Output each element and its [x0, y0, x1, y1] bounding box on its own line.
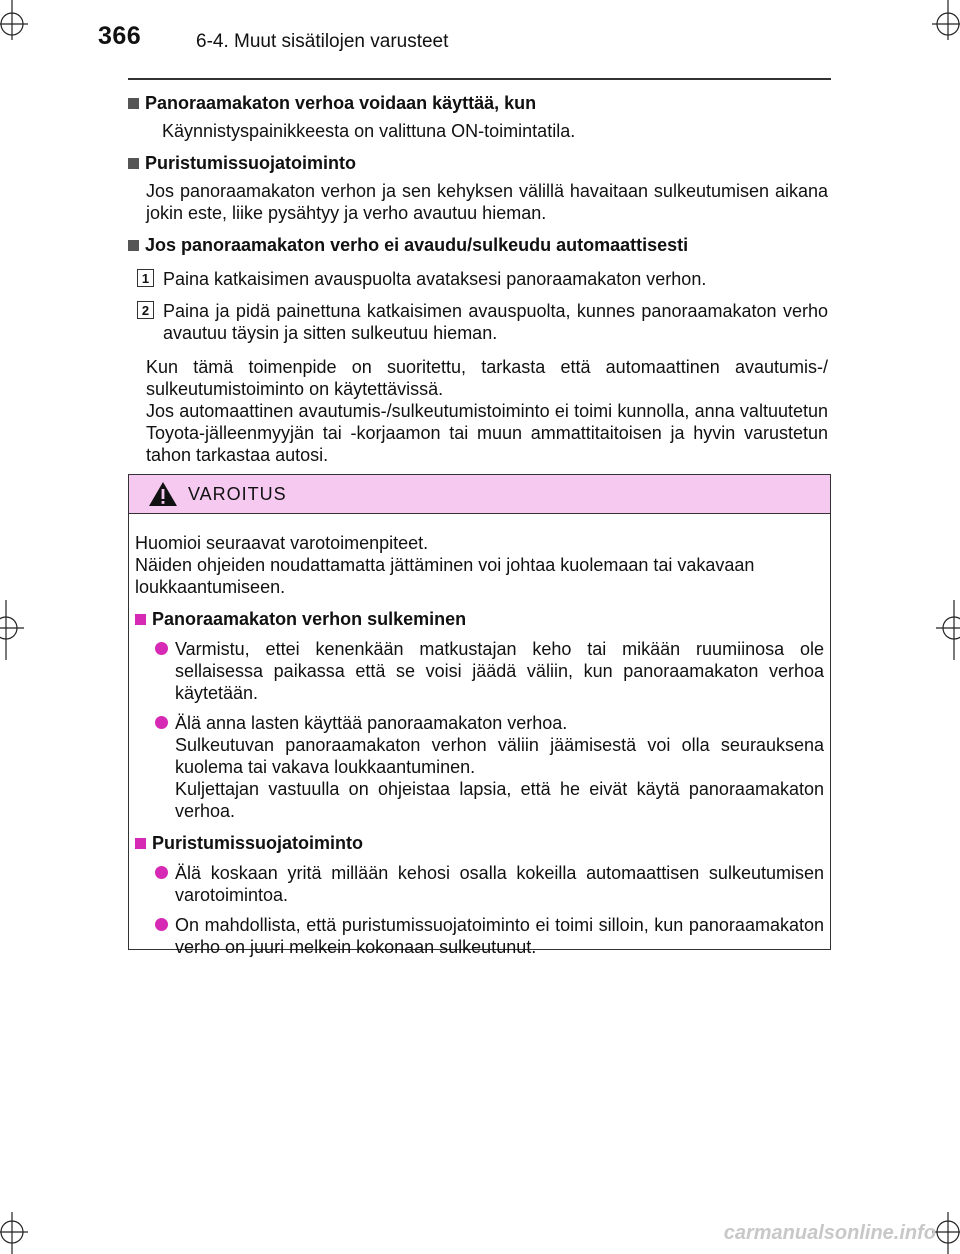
step-text: Paina katkaisimen avauspuolta avataksesi panoraamakaton verhon.: [163, 269, 707, 289]
crop-mark-top-left: [0, 0, 40, 40]
section-heading: Jos panoraamakaton verho ei avaudu/sulkeudu automaattisesti: [128, 234, 828, 256]
section-heading: Puristumissuojatoiminto: [128, 152, 828, 174]
warning-item: Älä anna lasten käyttää panoraamakaton verhoa. Sulkeutuvan panoraamakaton verhon väliin jäämisestä voi olla seurauksena kuolema tai vakava loukkaantuminen. Kuljettajan vastuulla on ohjeistaa lapsia, että he eivät käytä panoraamakaton verhoa.: [135, 712, 826, 822]
warning-box: [128, 474, 831, 957]
crop-mark-top-right: [920, 0, 960, 40]
section-text: Käynnistyspainikkeesta on valittuna ON-toimintatila.: [162, 121, 576, 141]
round-bullet-icon: [155, 716, 168, 729]
warning-intro: Näiden ohjeiden noudattamatta jättäminen voi johtaa kuolemaan tai vakavaan loukkaantumiseen.: [135, 555, 755, 597]
warning-triangle-icon: [148, 481, 178, 507]
crop-mark-bottom-left: [0, 1212, 40, 1254]
section-heading: Panoraamakaton verhoa voidaan käyttää, kun: [128, 92, 828, 114]
section-text: Jos automaattinen avautumis-/sulkeutumistoiminto ei toimi kunnolla, anna valtuutetun Toyota-jälleenmyyjän tai -korjaamon tai muun ammattitaitoisen ja hyvin varustetun tahon tarkastaa autosi.: [146, 401, 828, 465]
square-bullet-icon: [128, 98, 139, 109]
section-text: Kun tämä toimenpide on suoritettu, tarkasta että automaattinen avautumis-/ sulkeutumistoiminto on käytettävissä.: [146, 357, 828, 399]
main-content: [128, 88, 828, 466]
page-number: 366: [98, 22, 142, 50]
square-bullet-icon: [128, 158, 139, 169]
warning-group-heading: Panoraamakaton verhon sulkeminen: [135, 608, 826, 630]
warning-item: Varmistu, ettei kenenkään matkustajan keho tai mikään ruumiinosa ole sellaisessa paikassa että se voisi jäädä väliin, kun panoraamakaton verhoa käytetään.: [135, 638, 826, 704]
section-title: 6-4. Muut sisätilojen varusteet: [196, 31, 449, 52]
step-item: [137, 268, 828, 290]
header-rule: [128, 78, 831, 80]
warning-intro: Huomioi seuraavat varotoimenpiteet.: [135, 533, 429, 553]
step-number: 1: [137, 269, 154, 287]
section-text: Jos panoraamakaton verhon ja sen kehyksen välillä havaitaan sulkeutumisen aikana jokin este, liike pysähtyy ja verho avautuu hieman.: [146, 181, 828, 223]
crop-mark-mid-right: [930, 600, 960, 660]
round-bullet-icon: [155, 866, 168, 879]
round-bullet-icon: [155, 642, 168, 655]
watermark: carmanualsonline.info: [723, 1222, 936, 1244]
warning-body: [129, 514, 830, 958]
crop-mark-mid-left: [0, 600, 30, 660]
square-bullet-icon: [128, 240, 139, 251]
step-item: [137, 300, 828, 344]
warning-header: [129, 475, 830, 514]
warning-title: VAROITUS: [188, 483, 287, 504]
warning-item: On mahdollista, että puristumissuojatoiminto ei toimi silloin, kun panoraamakaton verho on juuri melkein kokonaan sulkeutunut.: [135, 914, 826, 958]
step-number: 2: [137, 301, 154, 319]
step-text: Paina ja pidä painettuna katkaisimen avauspuolta, kunnes panoraamakaton verho avautuu täysin ja sitten sulkeutuu hieman.: [163, 301, 828, 343]
square-bullet-icon: [135, 614, 146, 625]
warning-group-heading: Puristumissuojatoiminto: [135, 832, 826, 854]
warning-item: Älä koskaan yritä millään kehosi osalla kokeilla automaattisen sulkeutumisen varotoimintoa.: [135, 862, 826, 906]
round-bullet-icon: [155, 918, 168, 931]
square-bullet-icon: [135, 838, 146, 849]
